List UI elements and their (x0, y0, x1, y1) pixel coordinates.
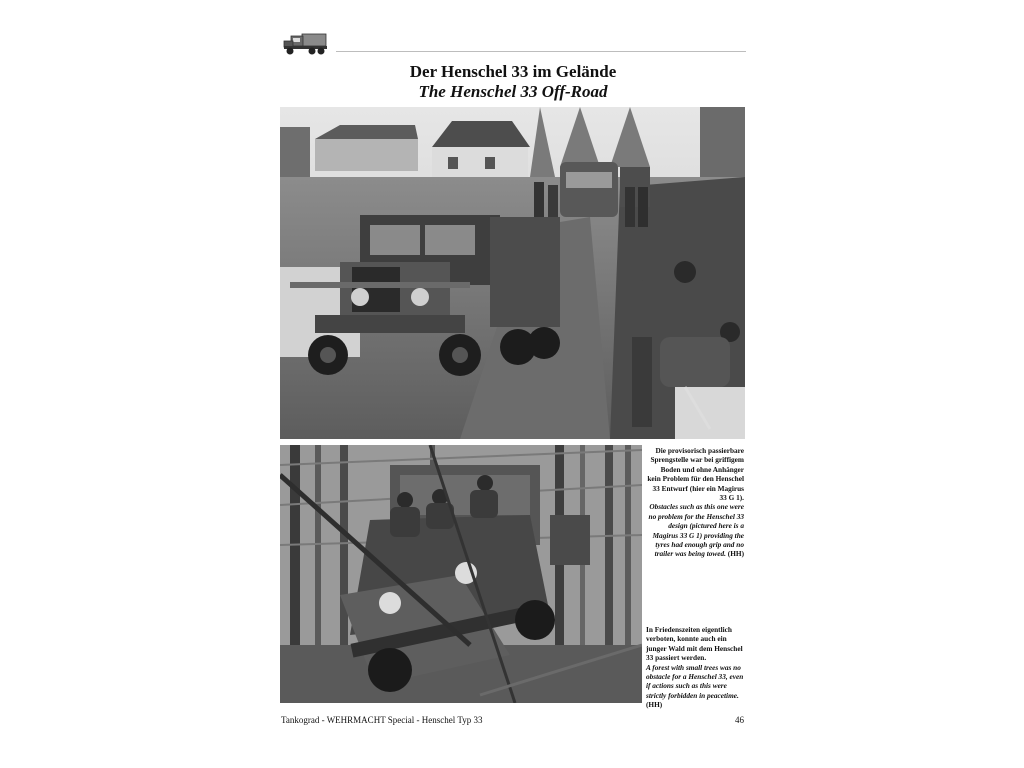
caption-german: In Friedenszeiten eigentlich verboten, konnte auch ein junger Wald mit dem Henschel 33 passiert werden. (646, 625, 743, 663)
photo-credit: (HH) (646, 700, 663, 710)
title-english: The Henschel 33 Off-Road (418, 82, 608, 101)
truck-convoy-photo (280, 107, 745, 439)
footer-publication: Tankograd - WEHRMACHT Special - Henschel Typ 33 (281, 715, 483, 725)
caption-german: Die provisorisch passierbare Sprengstelle war bei griffigem Boden und ohne Anhänger kein Problem für den Henschel 33 Entwurf (hier ein Magirus 33 G 1). (647, 446, 744, 503)
page-number: 46 (735, 715, 744, 725)
header-rule (336, 51, 746, 52)
truck-in-forest-photo (280, 445, 642, 703)
truck-icon (282, 30, 330, 56)
photo-credit: (HH) (727, 549, 744, 559)
caption-bottom-photo (646, 625, 744, 710)
title-german: Der Henschel 33 im Gelände (409, 62, 617, 81)
caption-english: Obstacles such as this one were no problem for the Henschel 33 design (pictured here is a Magirus 33 G 1) providing the tyres had enough grip and no trailer was being towed. (648, 502, 744, 559)
caption-english: A forest with small trees was no obstacle for a Henschel 33, even if actions such as this were strictly forbidden in peacetime. (646, 662, 744, 700)
caption-top-photo (646, 446, 744, 559)
page-title (280, 62, 746, 102)
